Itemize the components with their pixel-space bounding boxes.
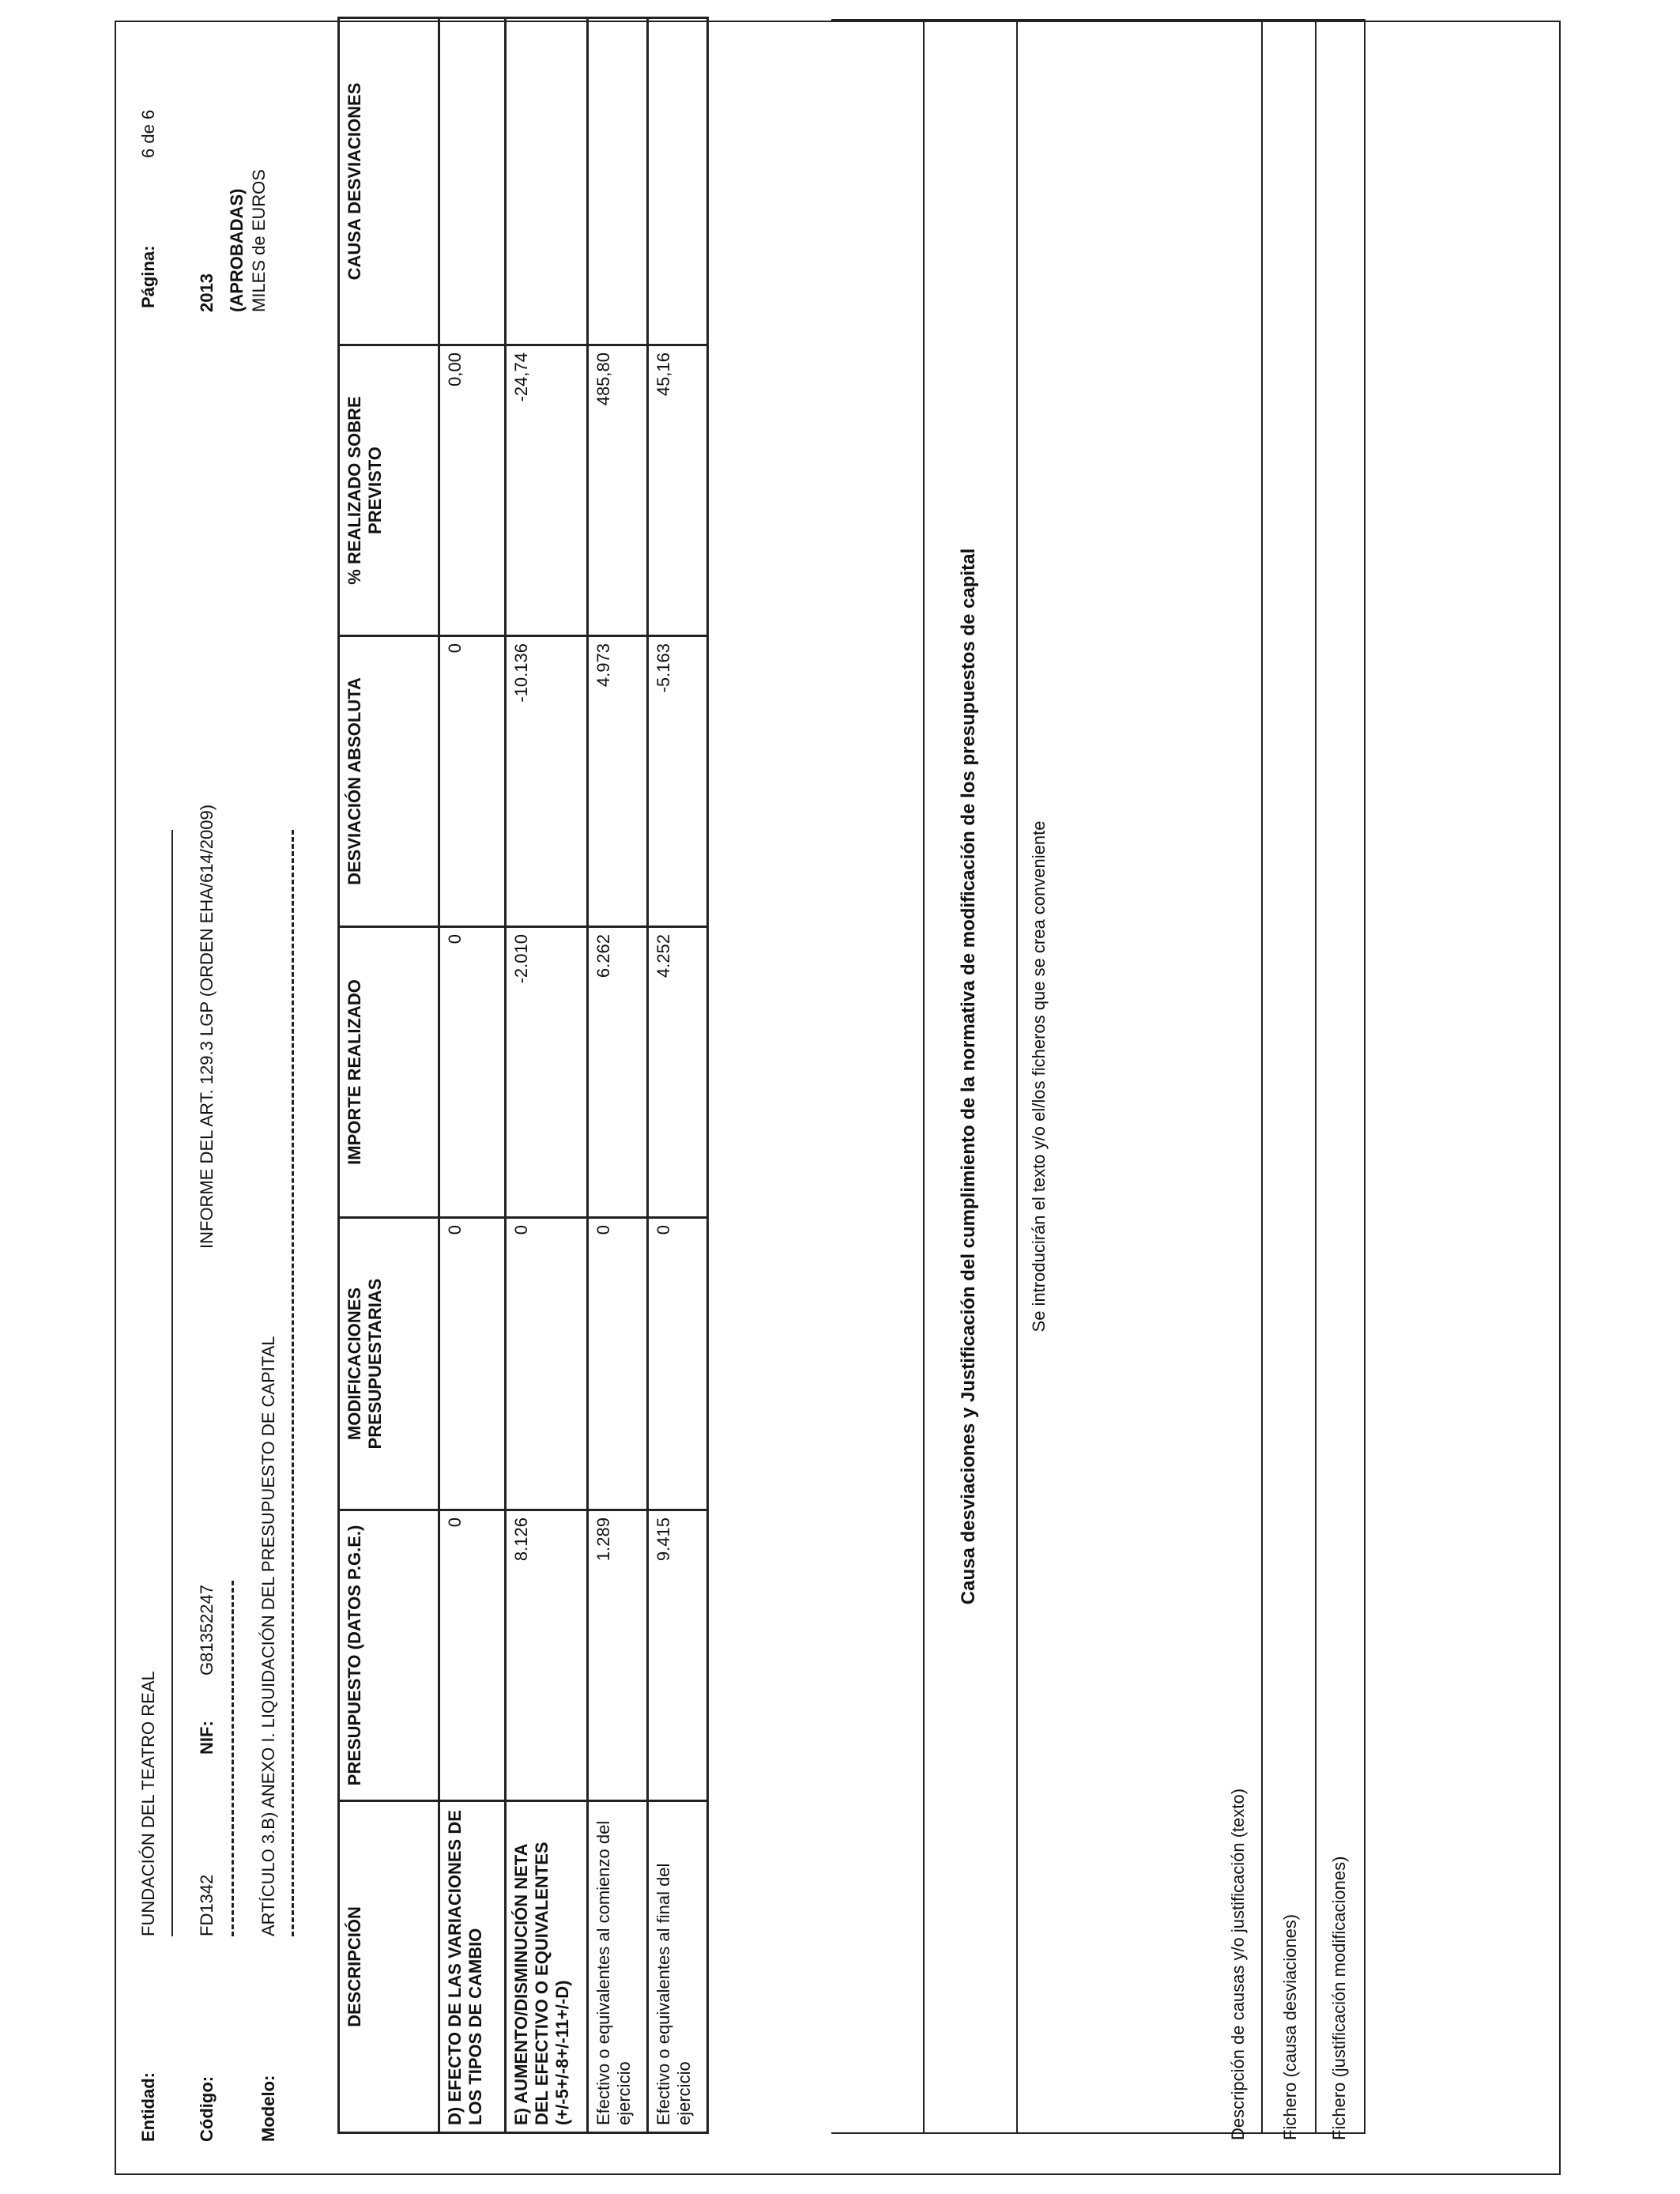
row-causa (588, 18, 648, 345)
row-desc: Efectivo o equivalentes al comienzo del ejercicio (588, 1801, 648, 2133)
row-desc: D) EFECTO DE LAS VARIACIONES DE LOS TIPOS DE CAMBIO (439, 1801, 506, 2133)
row-importe: 0 (439, 927, 506, 1218)
row-importe: 4.252 (648, 927, 708, 1218)
section-title-box (925, 19, 1018, 2134)
pagina-value: 6 de 6 (138, 109, 158, 158)
table-row (648, 18, 708, 2133)
pagina-label: Página: (138, 245, 158, 308)
col-modificaciones: MODIFICACIONES PRESUPUESTARIAS (339, 1218, 439, 1510)
instructions-text: Se introducirán el texto y/o el/los ficheros que se crea conveniente (1029, 820, 1049, 1333)
table-row (506, 18, 588, 2133)
codigo-value: FD1342 (197, 1874, 217, 1936)
row-importe: 6.262 (588, 927, 648, 1218)
table-row (588, 18, 648, 2133)
fichero-justificacion-label: Fichero (justificación modificaciones) (1329, 1856, 1349, 2140)
page-frame (115, 21, 1561, 2175)
row-importe: -2.010 (506, 927, 588, 1218)
row-desc: Efectivo o equivalentes al final del ejercicio (648, 1801, 708, 2133)
modelo-dash (292, 830, 294, 1936)
instructions-box (1018, 19, 1263, 2140)
row-porcentaje: 0,00 (439, 345, 506, 636)
codigo-label: Código: (197, 2075, 217, 2142)
row-causa (648, 18, 708, 345)
table-row (439, 18, 506, 2133)
liquidacion-table (337, 17, 709, 2134)
fichero-causa-label: Fichero (causa desviaciones) (1280, 1913, 1300, 2140)
row-desviacion: 0 (439, 636, 506, 927)
nif-value: G81352247 (197, 1585, 217, 1676)
row-causa (439, 18, 506, 345)
row-presupuesto: 9.415 (648, 1510, 708, 1801)
row-porcentaje: 485,80 (588, 345, 648, 636)
row-desviacion: -10.136 (506, 636, 588, 927)
row-porcentaje: 45,16 (648, 345, 708, 636)
col-causa: CAUSA DESVIACIONES (339, 18, 439, 345)
units-label: MILES de EUROS (249, 169, 269, 312)
aprobadas-label: (APROBADAS) (227, 188, 247, 312)
fichero-causa-box (1263, 19, 1317, 2140)
row-modificaciones: 0 (588, 1218, 648, 1510)
row-porcentaje: -24,74 (506, 345, 588, 636)
entidad-value: FUNDACIÓN DEL TEATRO REAL (138, 1671, 158, 1936)
col-importe: IMPORTE REALIZADO (339, 927, 439, 1218)
entidad-rule (171, 830, 173, 1936)
row-modificaciones: 0 (506, 1218, 588, 1510)
descripcion-field-label: Descripción de causas y/o justificación (texto) (1228, 1788, 1248, 2140)
row-presupuesto: 8.126 (506, 1510, 588, 1801)
row-modificaciones: 0 (648, 1218, 708, 1510)
entidad-label: Entidad: (138, 2072, 158, 2142)
spacer-section (831, 19, 925, 2134)
row-desviacion: 4.973 (588, 636, 648, 927)
nif-label: NIF: (197, 1721, 217, 1755)
row-presupuesto: 1.289 (588, 1510, 648, 1801)
row-causa (506, 18, 588, 345)
section-title: Causa desviaciones y Justificación del cumplimiento de la normativa de modificación de los presupuestos de capital (958, 548, 979, 1605)
row-presupuesto: 0 (439, 1510, 506, 1801)
col-desviacion: DESVIACIÓN ABSOLUTA (339, 636, 439, 927)
col-descripcion: DESCRIPCIÓN (339, 1801, 439, 2133)
row-modificaciones: 0 (439, 1218, 506, 1510)
codigo-dash (232, 1581, 234, 1936)
col-porcentaje: % REALIZADO SOBRE PREVISTO (339, 345, 439, 636)
modelo-value: ARTÍCULO 3.B) ANEXO I. LIQUIDACIÓN DEL PRESUPUESTO DE CAPITAL (258, 1336, 278, 1936)
fichero-justificacion-box (1317, 19, 1365, 2140)
row-desviacion: -5.163 (648, 636, 708, 927)
modelo-label: Modelo: (258, 2075, 278, 2142)
year-value: 2013 (197, 273, 217, 312)
table-header-row (339, 18, 439, 2133)
col-presupuesto: PRESUPUESTO (DATOS P.G.E.) (339, 1510, 439, 1801)
row-desc: E) AUMENTO/DISMINUCIÓN NETA DEL EFECTIVO O EQUIVALENTES (+/-5+/-8+/-11+/-D) (506, 1801, 588, 2133)
informe-title: INFORME DEL ART. 129.3 LGP (ORDEN EHA/614/2009) (197, 804, 217, 1249)
